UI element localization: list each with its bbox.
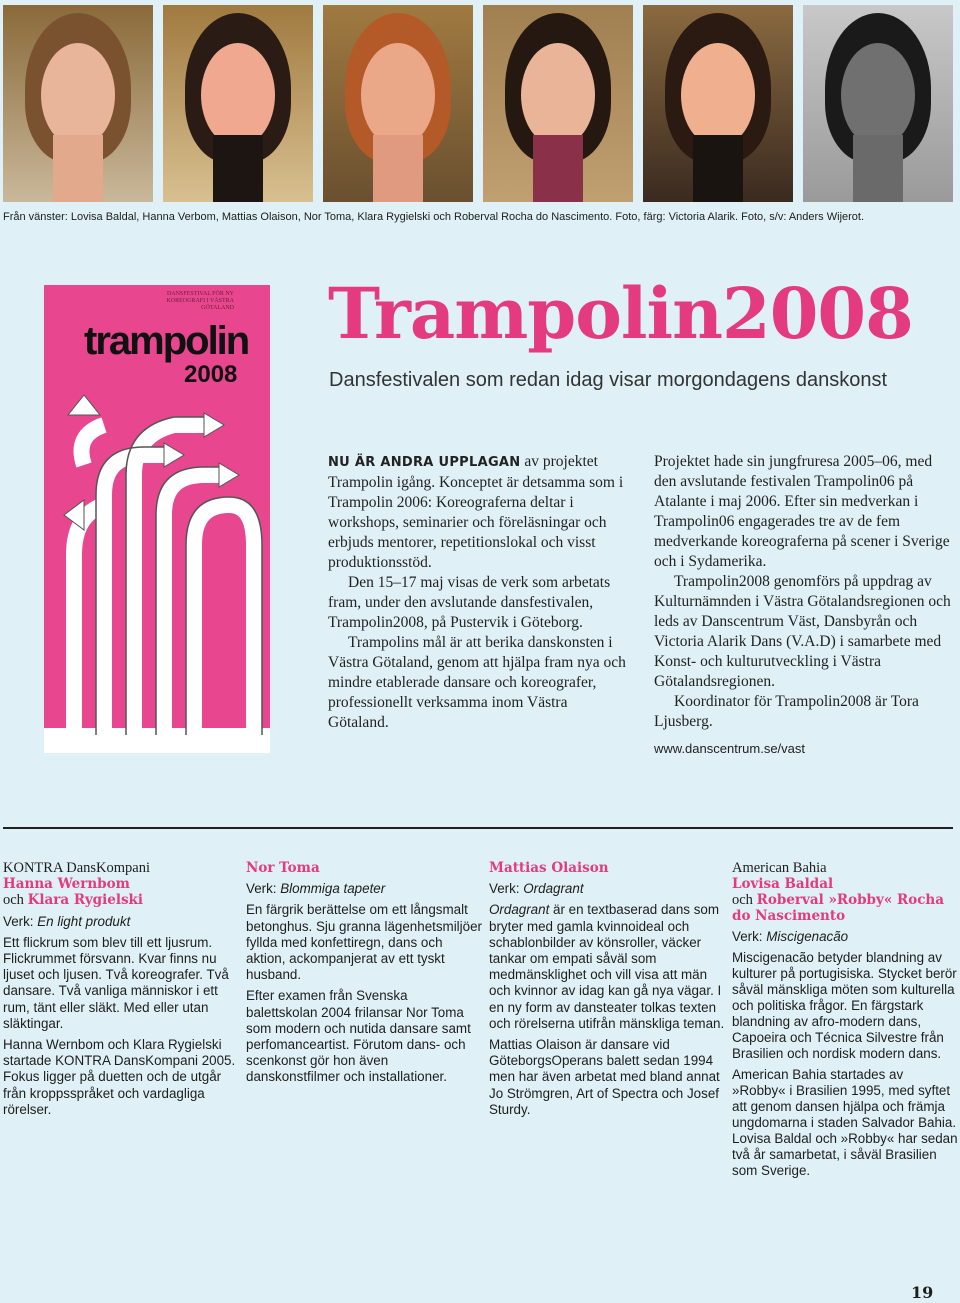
portrait-photo [323,5,473,202]
profile-mattias-olaison [489,860,725,1123]
work-name: Ordagrant [489,902,550,918]
work-title [732,929,958,945]
company-name: KONTRA DansKompani [3,860,151,876]
conjunction: och [3,892,24,909]
work-label: Verk: [732,929,767,944]
page-number: 19 [911,1283,934,1302]
article-column-1 [328,452,630,733]
work-name: Miscigenacão [766,929,849,944]
company-name: American Bahia [732,860,827,876]
article-subtitle: Dansfestivalen som redan idag visar morgondagens danskonst [329,369,888,391]
description: Miscigenacão betyder blandning av kulturer på portugisiska. Stycket berör såväl mänskliga möten som kulturella och politiska frågor. En färgstark blandning av afro-modern dans, Capoeira och Técnica Silvestre från Brasilien och nordisk modern dans. [732,950,957,1061]
work-title [3,914,239,930]
portrait-photo [3,5,153,202]
photo-caption: Från vänster: Lovisa Baldal, Hanna Verbom, Mattias Olaison, Nor Toma, Klara Rygielski och Roberval Rocha do Nascimento. Foto, färg: Victoria Alarik. Foto, s/v: Anders Wijerot. [3,211,865,223]
article-column-2 [654,452,954,732]
work-name: Blommiga tapeter [280,881,386,897]
choreographer-name: Hanna Wernbom [3,876,130,893]
work-label: Verk: [489,881,524,897]
article-title: Trampolin2008 [328,272,913,355]
portrait-photo [643,5,793,202]
profile-kontra [3,860,239,1123]
festival-poster [44,285,270,753]
arrows-graphic [44,355,270,735]
lead-in: NU ÄR ANDRA UPPLAGAN [328,455,521,470]
paragraph: Koordinator för Trampolin2008 är Tora Ljusberg. [654,693,919,730]
poster-year: 2008 [184,361,238,388]
poster-small-text: DANSFESTIVAL FÖR NY KOREOGRAFI I VÄSTRA GÖTALAND [166,291,234,311]
description-text: är en textbaserad dans som bryter med gamla kvinnoideal och schablonbilder av könsroller, väcker tankar om empati såväl som medmänsklighet och vill visa att män och kvinnor av idag kan gå nya vägar. I en ny form av dansteater tolkas texten och rörelserna utifrån mänskliga teman. [489,902,725,1031]
work-title [489,881,725,897]
paragraph: Den 15–17 maj visas de verk som arbetats fram, under den avslutande dansfestivalen, Trampolin2008, på Pustervik i Göteborg. [328,574,611,631]
profile-american-bahia [732,860,958,1184]
work-name: Ordagrant [523,881,584,897]
paragraph: Projektet hade sin jungfruresa 2005–06, med den avslutande festivalen Trampolin06 på Atalante i maj 2006. Efter sin medverkan i Trampolin06 engagerades tre av de fem medverkande koreograferna på scener i Sverige och i Sydamerika. [654,453,950,570]
choreographer-name: Klara Rygielski [27,892,144,909]
choreographer-name: Nor Toma [246,860,320,876]
portrait-photo [163,5,313,202]
website-link[interactable]: www.danscentrum.se/vast [654,741,806,756]
paragraph [328,452,630,573]
portrait-photo [483,5,633,202]
work-label: Verk: [246,881,281,897]
biography: Mattias Olaison är dansare vid GöteborgsOperans balett sedan 1994 men har även arbetat med bland annat Jo Strömgren, Art of Spectra och Josef Sturdy. [489,1037,720,1117]
work-name: En light produkt [37,913,131,929]
paragraph: Trampolin2008 genomförs på uppdrag av Kulturnämnden i Västra Götalandsregionen och leds av Danscentrum Väst, Dansbyrån och Victoria Alarik Dans (V.A.D) i samarbete med Konst- och kulturutveckling i Västra Götalandsregionen. [654,573,951,690]
poster-logo: trampolin [84,319,249,363]
divider [3,827,953,829]
paragraph-text: av projektet Trampolin igång. Konceptet är detsamma som i Trampolin 2006: Koreograferna deltar i workshops, seminarier och föreläsningar och erbjuds mentorer, repetitionslokal och visst produktionsstöd. [328,453,624,571]
biography: American Bahia startades av »Robby« i Brasilien 1995, med syftet att genom dansen hjälpa och främja ungdomarna i staden Salvador Bahia. Lovisa Baldal och »Robby« har sedan två år samarbetat, i såväl Brasilien som Sverige. [732,1067,958,1178]
biography: Hanna Wernbom och Klara Rygielski startade KONTRA DansKompani 2005. Fokus ligger på duetten och de utgår från kroppsspråket och vardagliga rörelser. [3,1037,236,1117]
choreographer-name: Roberval »Robby« Rocha do Nascimento [732,892,944,924]
description: En färgrik berättelse om ett långsmalt betonghus. Sju granna lägenhetsmiljöer fyllda med konfettiregn, dans och aktion, ackompanjerat av ett tyskt husband. [246,902,482,983]
portrait-photo [803,5,953,202]
choreographer-name: Mattias Olaison [489,860,609,876]
work-label: Verk: [3,913,38,929]
biography: Efter examen från Svenska balettskolan 2004 frilansar Nor Toma som modern och nutida dansare samt perfomanceartist. Förutom dans- och scenkonst gör hon även danskonstfilmer och installationer. [246,988,471,1085]
choreographer-name: Lovisa Baldal [732,876,834,892]
profile-nor-toma [246,860,482,1091]
description: Ett flickrum som blev till ett ljusrum. Flickrummet försvann. Kvar finns nu ljuset och ljusen. Två koreografer. Två dansare. Två vanliga människor i ett rum, tänt eller släkt. Med eller utan släktingar. [3,934,229,1031]
work-title [246,881,482,897]
paragraph: Trampolins mål är att berika danskonsten i Västra Götaland, genom att hjälpa fram nya och mindre etablerade dansare och koreografer, professionellt verksamma inom Västra Götaland. [328,634,626,731]
conjunction: och [732,892,753,908]
description [489,902,725,1032]
